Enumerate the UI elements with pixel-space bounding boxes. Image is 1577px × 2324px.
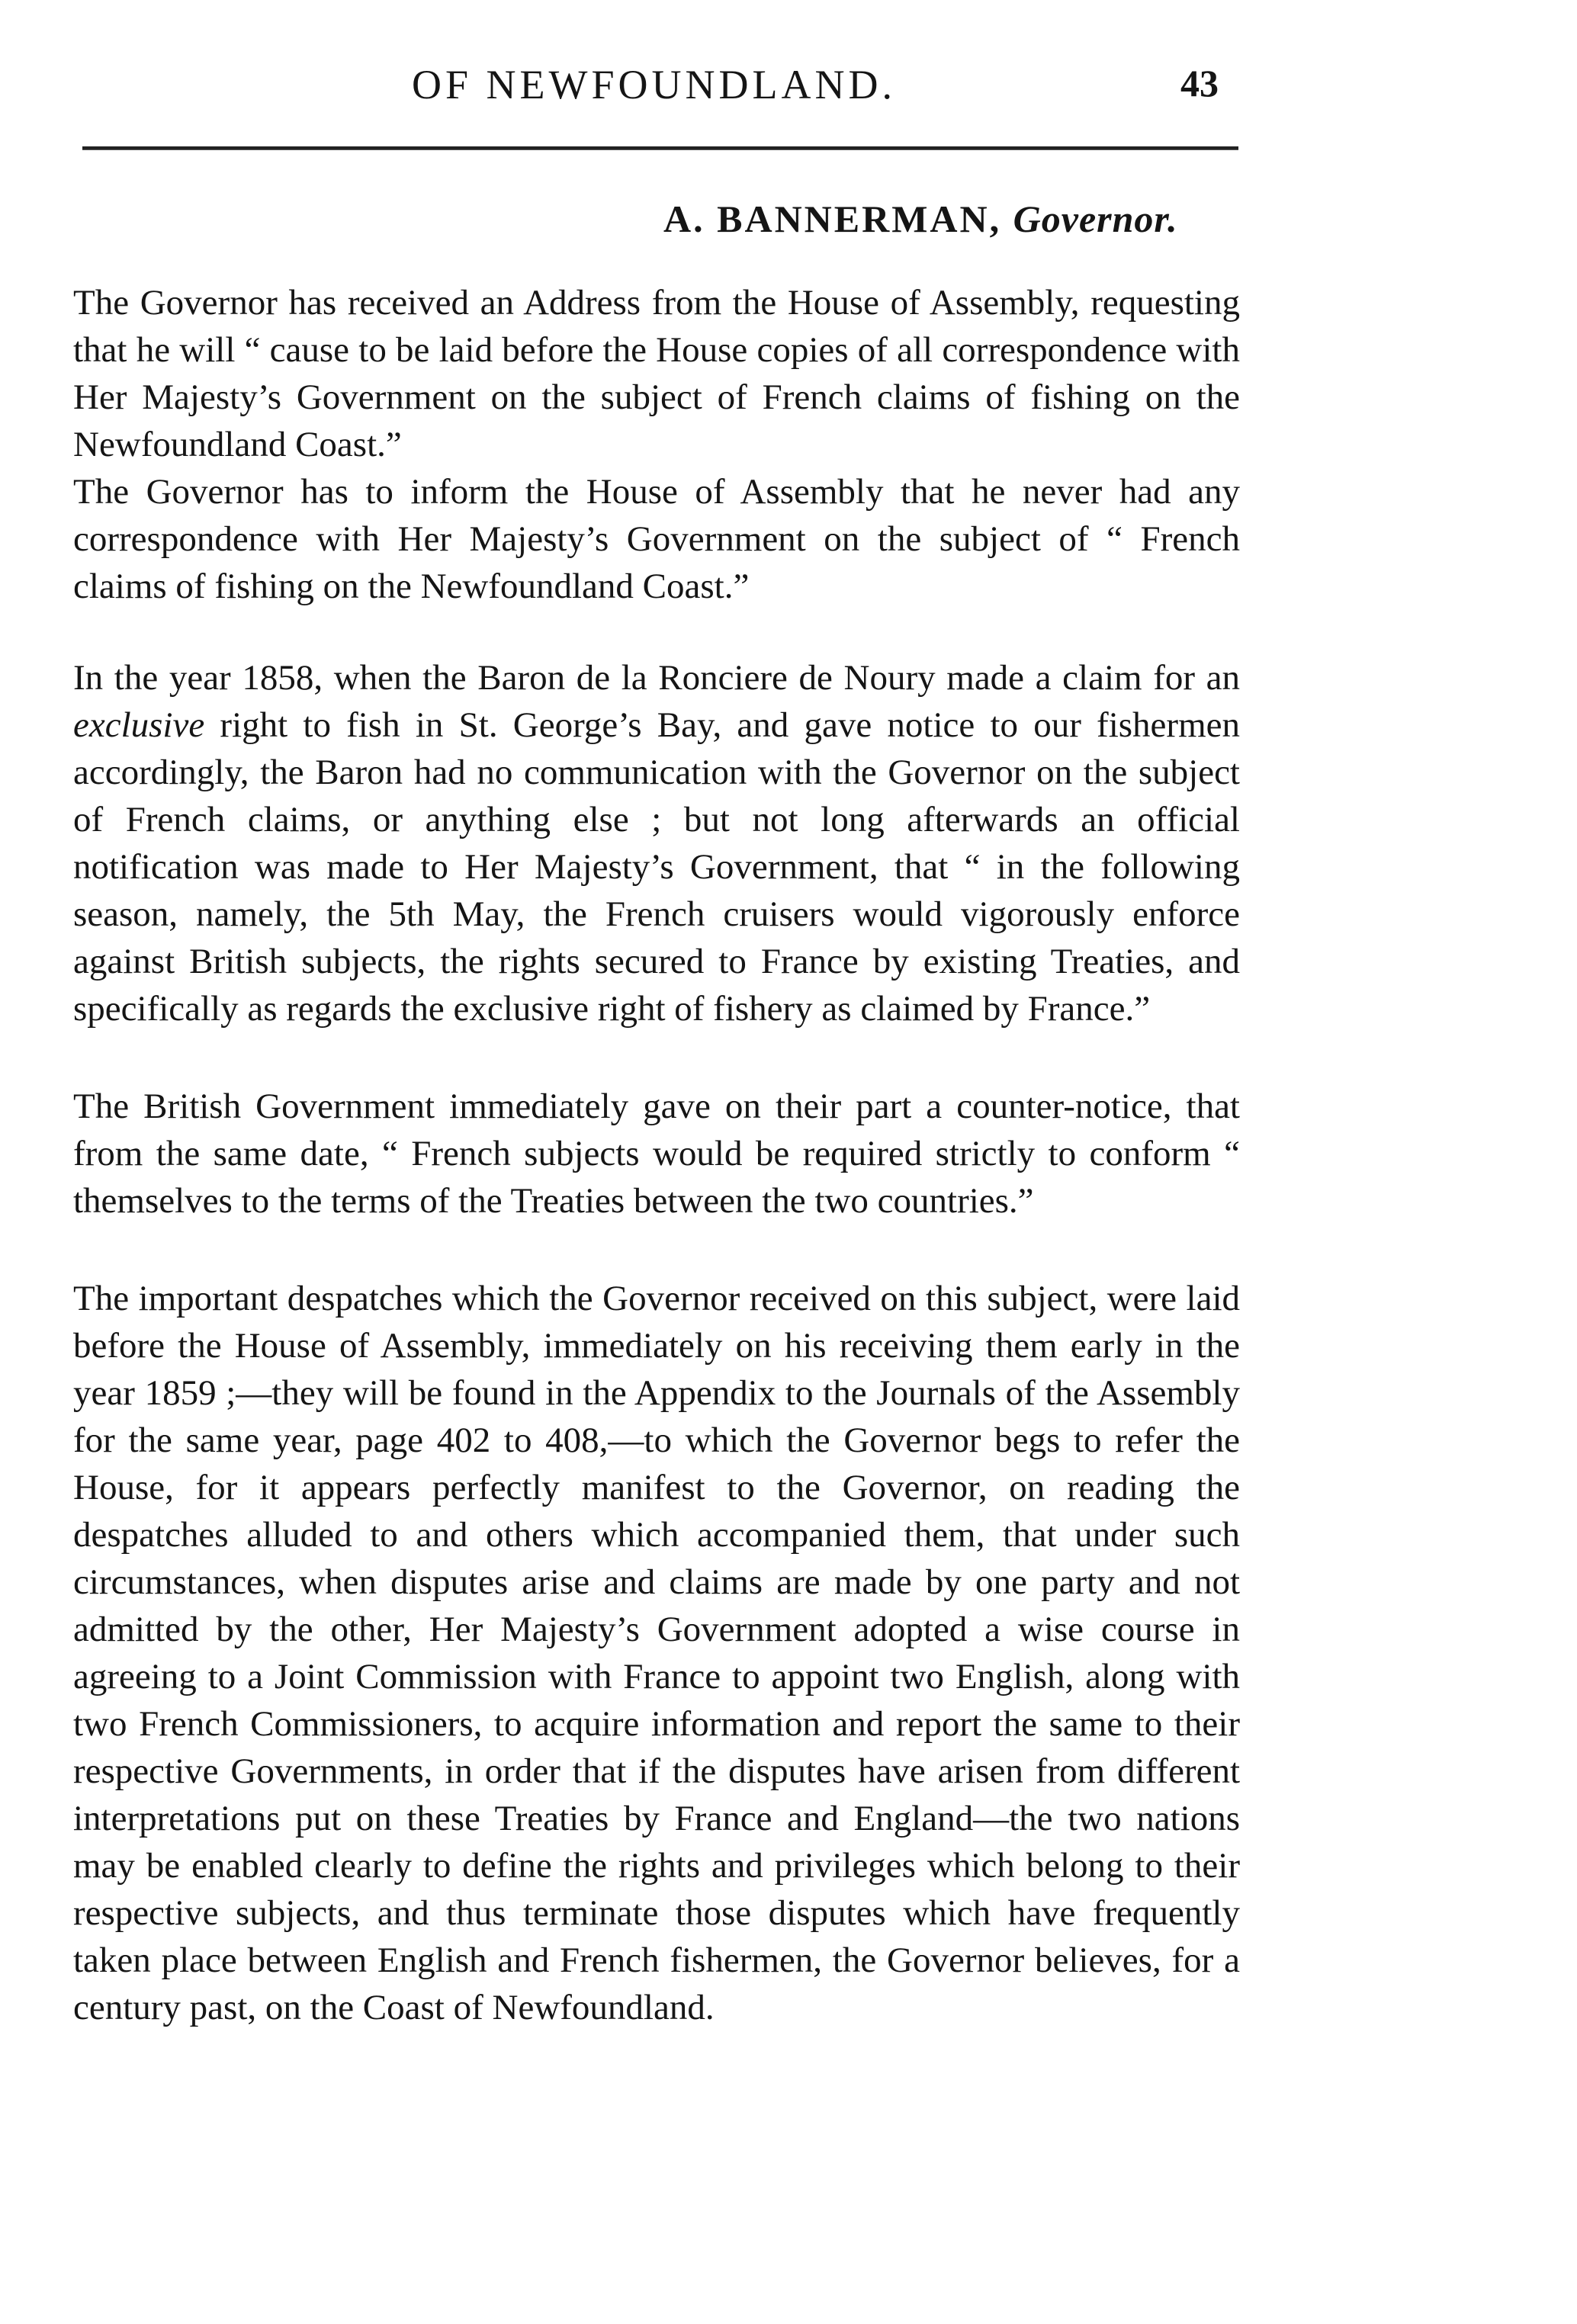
paragraph-reply: The Governor has to inform the House of Assembly that he never had any correspondence with Her Majesty’s Government on the subject of “ French claims of fishing on the Newfoundland Coast.” [73,472,1240,606]
paragraph-address: The Governor has received an Address from the House of Assembly, requesting that he will “ cause to be laid before the House copies of all correspondence with Her Majesty’s Government on the subject of French claims of fishing on the Newfoundland Coast.” [73,283,1240,464]
running-head-title: OF NEWFOUNDLAND. [412,62,896,108]
paragraph-1858-claim-start: In the year 1858, when the Baron de la Ronciere de Noury made a claim for an [73,658,1240,698]
signature-line [663,197,1178,241]
signature-title: Governor. [1013,197,1178,240]
paragraph-1858-claim-rest: right to fish in St. George’s Bay, and gave notice to our fishermen accordingly, the Baron had no communication with the Governor on the subject of French claims, or anything else ; but not long afterwards an official notification was made to Her Majesty’s Government, that “ in the following season, namely, the 5th May, the French cruisers would vigorously enforce against British subjects, the rights secured to France by existing Treaties, and specifically as regards the exclusive right of fishery as claimed by France.” [73,705,1240,1029]
header-rule [82,146,1238,150]
body-text [73,279,1240,2031]
paragraph-counter-notice: The British Government immediately gave on their part a counter-notice, that from the same date, “ French subjects would be required strictly to conform “ themselves to the terms of the Treaties between the two countries.” [73,1087,1240,1221]
paragraph-1858-claim [73,654,1240,1032]
emphasis-exclusive: exclusive [73,705,205,745]
page-number: 43 [1180,62,1219,104]
signature-name: A. BANNERMAN, [663,197,1002,240]
running-head [0,61,1577,130]
paragraph-despatches: The important despatches which the Governor received on this subject, were laid before the House of Assembly, immediately on his receiving them early in the year 1859 ;—they will be found in the Appendix to the Journals of the Assembly for the same year, page 402 to 408,—to which the Governor begs to refer the House, for it appears perfectly manifest to the Governor, on reading the despatches alluded to and others which accompanied them, that under such circumstances, when disputes arise and claims are made by one party and not admitted by the other, Her Majesty’s Government adopted a wise course in agreeing to a Joint Commission with France to appoint two English, along with two French Commissioners, to acquire information and report the same to their respective Governments, in order that if the disputes have arisen from different interpretations put on these Treaties by France and England—the two nations may be enabled clearly to define the rights and privileges which belong to their respective subjects, and thus terminate those disputes which have frequently taken place between English and French fishermen, the Governor believes, for a century past, on the Coast of Newfoundland. [73,1279,1240,2027]
